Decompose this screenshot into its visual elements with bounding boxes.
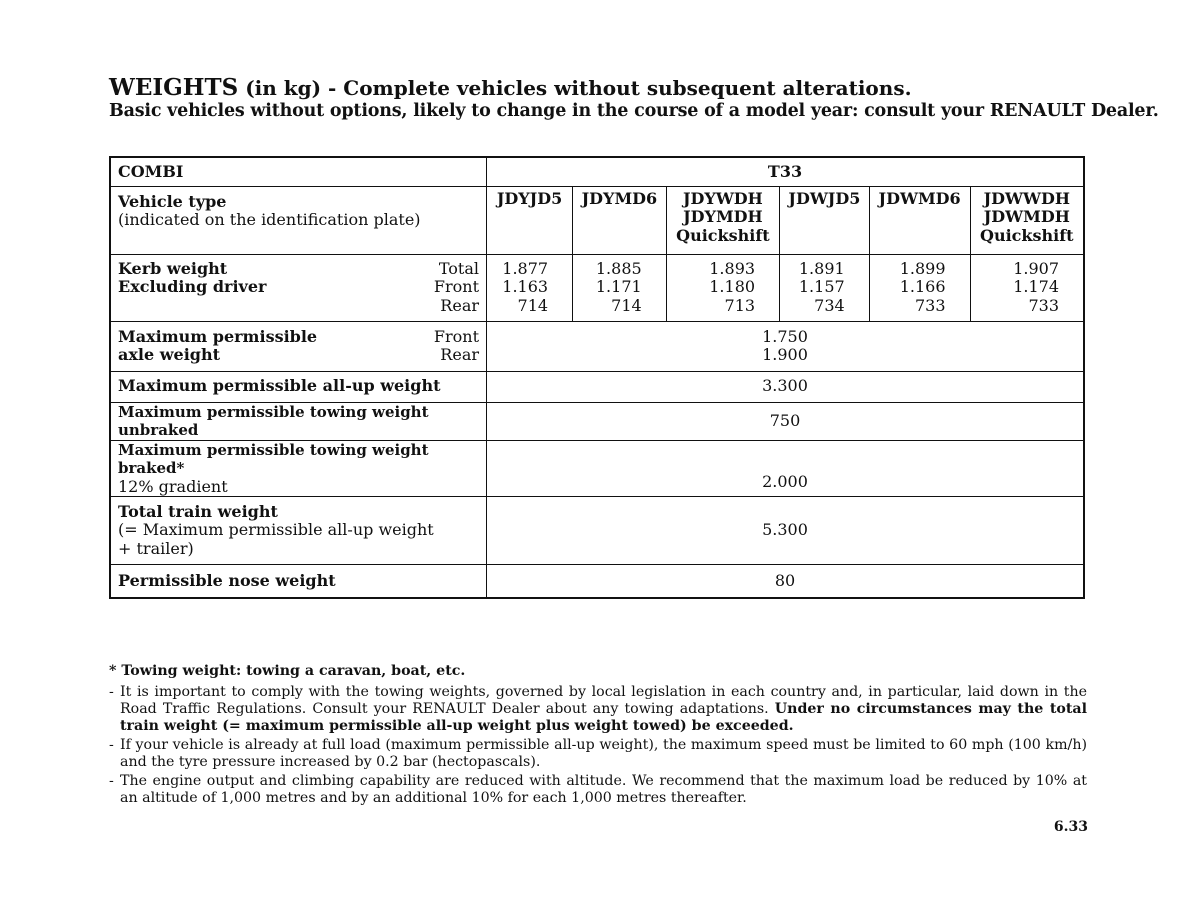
footnotes [109,663,1087,809]
page-number: 6.33 [1053,819,1088,835]
axle-label-cell [110,321,487,371]
vehicle-type-cell [110,186,487,254]
train-label-cell [110,497,487,565]
code-cell-2 [573,186,667,254]
nose-row [110,565,1084,598]
axle-front-value: 1.750 [762,326,808,346]
axle-sub-front: Front [433,326,479,346]
model-cell: T33 [487,157,1085,186]
code-text: JDYJD5 [496,188,563,208]
braked-value: 2.000 [487,440,1085,497]
kerb-label-2: Excluding driver [118,277,267,296]
code-cell-4 [780,186,870,254]
train-row [110,497,1084,565]
heading-line-1 [109,76,1099,100]
code-cell-6 [970,186,1084,254]
train-value: 5.300 [487,497,1085,565]
code-text: JDWJD5 [788,188,861,208]
footnote-item-3: - The engine output and climbing capability are reduced with altitude. We recommend that the maximum load be reduced by 10% at an altitude of 1,000 metres and by an additional 10% for each 1,000 metres thereafter. [109,773,1087,807]
allup-row [110,371,1084,402]
vehicle-type-label: Vehicle type [118,191,227,211]
footnote-list [109,684,1087,807]
vehicle-type-row [110,186,1084,254]
footnote-item-1 [109,684,1087,735]
code-cell-1 [487,186,573,254]
header-row [110,157,1084,186]
kerb-values-1: 1.877 1.163 714 [487,254,573,321]
train-label: Total train weight [118,501,278,521]
kerb-sub-total: Total [438,258,479,278]
braked-label: Maximum permissible towing weight braked* [118,440,429,477]
nose-label: Permissible nose weight [110,565,487,598]
code-text: JDWWDH [983,188,1070,208]
allup-label: Maximum permissible all-up weight [110,371,487,402]
code-text: Quickshift [676,225,770,245]
kerb-weight-label-cell [110,254,487,321]
code-text: Quickshift [980,225,1074,245]
footnote-item-2: - If your vehicle is already at full load (maximum permissible all-up weight), the maximum speed must be limited to 60 mph (100 km/h) and the tyre pressure increased by 0.2 bar (hectopascals). [109,737,1087,771]
code-text: JDYWDH [682,188,763,208]
code-text: JDYMD6 [581,188,658,208]
nose-value: 80 [487,565,1085,598]
kerb-weight-row [110,254,1084,321]
axle-label-2: axle weight [118,345,220,364]
kerb-sub-front: Front [433,277,479,296]
footnote-item-1-plain: It is important to comply with the towing weights, governed by local legislation in each country and, in particular, laid down in the Road Traffic Regulations. Consult your RENAULT Dealer about any towing adaptations. [120,684,1087,717]
kerb-values-2: 1.885 1.171 714 [573,254,667,321]
train-note-2: + trailer) [118,538,194,558]
code-text: JDYMDH [683,207,763,226]
footnote-star: * Towing weight: towing a caravan, boat, etc. [109,663,466,679]
page-heading [109,74,1159,122]
code-cell-5 [869,186,970,254]
kerb-label-1: Kerb weight [118,258,228,278]
heading-line-2: Basic vehicles without options, likely to change in the course of a model year: consult your RENAULT Dealer. [109,101,1159,121]
axle-sub-rear: Rear [440,345,479,364]
code-text: JDWMD6 [878,188,961,208]
axle-label-1: Maximum permissible [118,326,318,346]
heading-weights: WEIGHTS [109,74,239,101]
kerb-values-3: 1.893 1.180 713 [666,254,779,321]
footnote-item-1-bold: Under no circumstances may the total train weight (= maximum permissible all-up weight plus weight towed) be exceeded. [120,701,1087,734]
unbraked-label: Maximum permissible towing weight unbraked [110,402,487,440]
braked-note: 12% gradient [118,476,228,496]
axle-values-cell [487,321,1085,371]
allup-value: 3.300 [487,371,1085,402]
vehicle-type-note: (indicated on the identification plate) [118,210,421,229]
heading-line-1-rest: (in kg) - Complete vehicles without subsequent alterations. [245,76,912,100]
code-text: JDWMDH [983,207,1070,226]
kerb-values-6: 1.907 1.174 733 [970,254,1084,321]
braked-label-cell [110,440,487,497]
weights-table [109,156,1085,599]
unbraked-row [110,402,1084,440]
corner-cell: COMBI [110,157,487,186]
braked-row [110,440,1084,497]
unbraked-value: 750 [487,402,1085,440]
axle-weight-row [110,321,1084,371]
kerb-values-4: 1.891 1.157 734 [780,254,870,321]
train-note-1: (= Maximum permissible all-up weight [118,520,434,540]
kerb-values-5: 1.899 1.166 733 [869,254,970,321]
axle-rear-value: 1.900 [762,345,808,364]
code-cell-3 [666,186,779,254]
kerb-sub-rear: Rear [440,295,479,315]
